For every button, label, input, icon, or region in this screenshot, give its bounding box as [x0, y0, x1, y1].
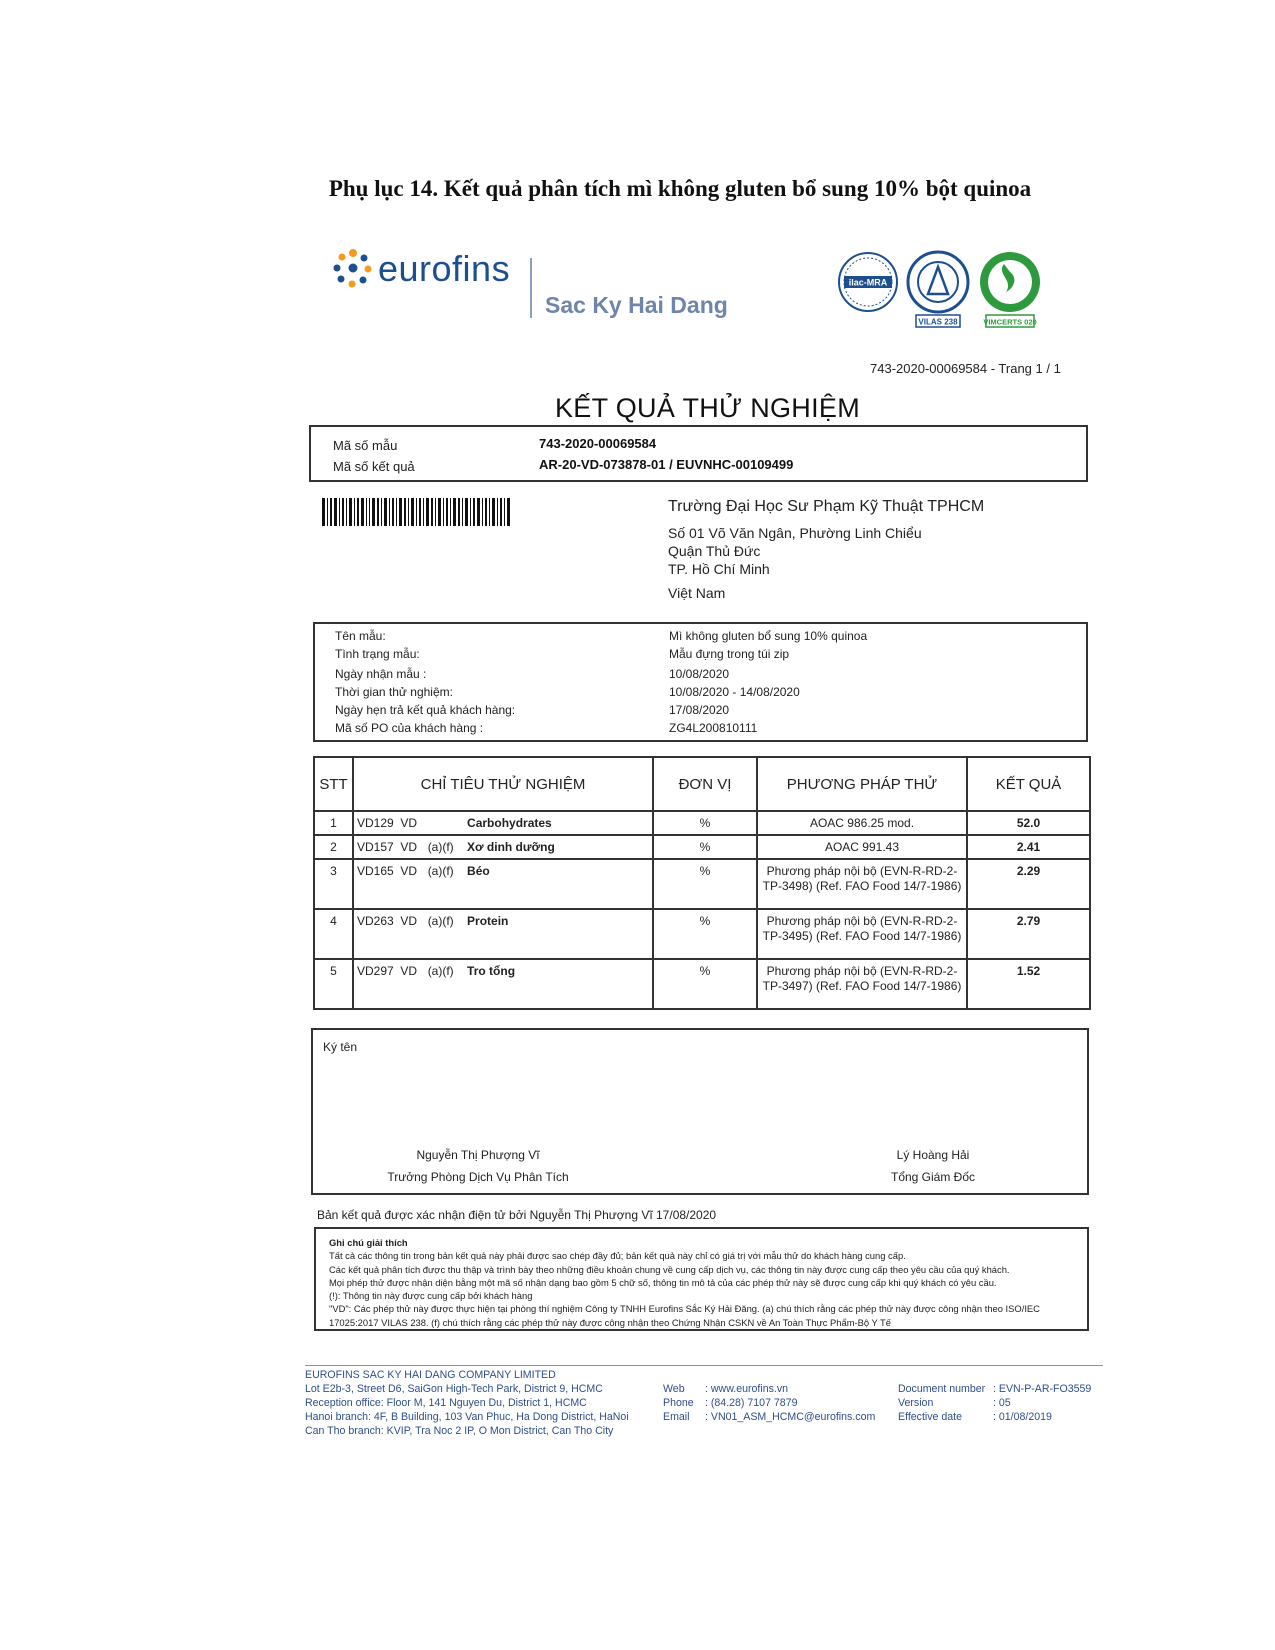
table-header-row: [314, 757, 1090, 811]
row-method: AOAC 986.25 mod.: [757, 811, 967, 835]
footer-address: Can Tho branch: KVIP, Tra Noc 2 IP, O Mon District, Can Tho City: [305, 1425, 614, 1437]
test-name: Tro tổng: [467, 964, 516, 978]
signature-box: [311, 1028, 1089, 1195]
accreditation-flags: (a)(f): [427, 840, 454, 854]
svg-text:ilac-MRA: ilac-MRA: [848, 277, 888, 288]
boa-seal-icon: [908, 252, 968, 327]
row-stt: 4: [314, 909, 353, 959]
vimcerts-seal-icon: [980, 252, 1040, 327]
footer-doc-meta: [898, 1382, 1091, 1424]
meta-value: : EVN-P-AR-FO3559: [993, 1383, 1092, 1395]
meta-value: : 05: [993, 1397, 1011, 1409]
row-unit: %: [653, 959, 757, 1009]
electronic-confirmation: Bản kết quả được xác nhận điện tử bởi Nguyễn Thị Phượng Vĩ 17/08/2020: [317, 1208, 717, 1222]
website-link[interactable]: : www.eurofins.vn: [705, 1383, 789, 1395]
note-line: Các kết quả phân tích được thu thập và trình bày theo những điều khoản chung về cung cấp dịch vụ, các thông tin này được cung cấp theo yêu cầu của quý khách.: [329, 1263, 1010, 1275]
sample-info-box: [313, 622, 1088, 742]
info-label: Ngày nhận mẫu :: [335, 667, 427, 681]
signer-right-role: Tổng Giám Đốc: [890, 1170, 976, 1184]
footer-address: Hanoi branch: 4F, B Building, 103 Van Phuc, Ha Dong District, HaNoi: [305, 1411, 629, 1423]
row-result: 1.52: [967, 959, 1090, 1009]
column-header: KẾT QUẢ: [967, 757, 1090, 811]
test-code: VD165: [357, 864, 394, 878]
signer-right-name: Lý Hoàng Hải: [896, 1148, 970, 1162]
eurofins-logo-icon: [333, 248, 373, 288]
column-header: PHƯƠNG PHÁP THỬ: [757, 757, 967, 811]
seal-label-vilas: VILAS 238: [918, 317, 958, 327]
header-divider: [530, 258, 532, 318]
meta-value: : 01/08/2019: [993, 1411, 1052, 1423]
test-code: VD263: [357, 914, 394, 928]
signer-left-name: Nguyễn Thị Phượng Vĩ: [416, 1148, 540, 1162]
row-unit: %: [653, 835, 757, 859]
note-line: Tất cả các thông tin trong bản kết quả này phải được sao chép đầy đủ; bản kết quả này chỉ có giá trị với mẫu thử do khách hàng cung cấp.: [329, 1250, 906, 1262]
sample-id-value: 743-2020-00069584: [539, 436, 657, 451]
client-address-line: Quận Thủ Đức: [668, 543, 761, 559]
info-label: Ngày hẹn trả kết quả khách hàng:: [335, 703, 516, 717]
client-address-line: Số 01 Võ Văn Ngân, Phường Linh Chiểu: [668, 525, 922, 541]
row-method: Phương pháp nội bộ (EVN-R-RD-2-TP-3495) (Ref. FAO Food 14/7-1986): [757, 909, 967, 959]
brand-name: eurofins: [378, 248, 511, 289]
row-method: Phương pháp nội bộ (EVN-R-RD-2-TP-3498) (Ref. FAO Food 14/7-1986): [757, 859, 967, 909]
row-result: 2.29: [967, 859, 1090, 909]
test-name: Protein: [467, 914, 509, 928]
client-address-line: TP. Hồ Chí Minh: [668, 561, 770, 577]
ilac-mra-seal-icon: [839, 253, 897, 311]
results-table: [313, 756, 1091, 1010]
info-value: 10/08/2020 - 14/08/2020: [669, 685, 800, 699]
row-unit: %: [653, 811, 757, 835]
client-country: Việt Nam: [668, 585, 726, 601]
sample-id-box: [309, 425, 1088, 482]
row-test: [353, 835, 653, 859]
info-value: ZG4L200810111: [669, 721, 758, 735]
lab-code: VD: [400, 840, 418, 854]
lab-code: VD: [400, 914, 418, 928]
report-reference: 743-2020-00069584 - Trang 1 / 1: [870, 361, 1061, 376]
footer-company-name: EUROFINS SAC KY HAI DANG COMPANY LIMITED: [305, 1369, 556, 1381]
note-line: "VD": Các phép thử này được thực hiện tại phòng thí nghiệm Công ty TNHH Eurofins Sắc Ký Hải Đăng. (a) chú thích rằng các phép thử này được công nhận theo ISO/IEC 17025:2017 VILAS 238. (f) chú thích rằng các phép thử này được công nhận theo Chứng Nhận CSKN về An Toàn Thực Phẩm-Bộ Y Tế: [329, 1303, 1040, 1328]
table-row: [314, 909, 1090, 959]
phone-value: : (84.28) 7107 7879: [705, 1397, 798, 1409]
row-result: 2.41: [967, 835, 1090, 859]
column-header: STT: [314, 757, 353, 811]
test-name: Xơ dinh dưỡng: [467, 840, 555, 854]
result-id-label: Mã số kết quả: [333, 459, 415, 474]
test-code: VD297: [357, 964, 394, 978]
note-line: Mọi phép thử được nhận diện bằng một mã số nhận dạng bao gồm 5 chữ số, thông tin mô tả của các phép thử này sẽ được cung cấp khi quý khách có yêu cầu.: [329, 1276, 997, 1288]
info-label: Tình trạng mẫu:: [335, 647, 420, 661]
barcode-icon: [322, 498, 512, 526]
row-test: [353, 909, 653, 959]
contact-key: Phone: [663, 1397, 694, 1409]
test-code: VD157: [357, 840, 394, 854]
column-header: ĐƠN VỊ: [653, 757, 757, 811]
row-result: 52.0: [967, 811, 1090, 835]
contact-key: Email: [663, 1411, 690, 1423]
test-code: VD129: [357, 816, 394, 830]
lab-code: VD: [400, 964, 418, 978]
info-value: 10/08/2020: [669, 667, 730, 681]
info-label: Thời gian thử nghiệm:: [335, 685, 453, 699]
row-stt: 2: [314, 835, 353, 859]
accreditation-seals: [838, 250, 1048, 334]
email-link[interactable]: : VN01_ASM_HCMC@eurofins.com: [705, 1411, 876, 1423]
accreditation-flags: (a)(f): [427, 914, 454, 928]
notes-title: Ghi chú giải thích: [329, 1237, 408, 1248]
accreditation-flags: (a)(f): [427, 964, 454, 978]
test-name: Béo: [467, 864, 490, 878]
table-row: [314, 959, 1090, 1009]
footer-address: Reception office: Floor M, 141 Nguyen Du, District 1, HCMC: [305, 1397, 587, 1409]
signer-left-role: Trưởng Phòng Dịch Vụ Phân Tích: [387, 1170, 569, 1184]
lab-code: VD: [400, 816, 418, 830]
row-test: [353, 811, 653, 835]
row-stt: 5: [314, 959, 353, 1009]
table-row: [314, 811, 1090, 835]
column-header: CHỈ TIÊU THỬ NGHIỆM: [353, 757, 653, 811]
row-result: 2.79: [967, 909, 1090, 959]
info-value: Mẫu đựng trong túi zip: [669, 647, 790, 661]
footer-contacts: [663, 1382, 875, 1424]
page-title: KẾT QUẢ THỬ NGHIỆM: [555, 393, 860, 423]
meta-key: Document number: [898, 1383, 986, 1395]
row-method: Phương pháp nội bộ (EVN-R-RD-2-TP-3497) (Ref. FAO Food 14/7-1986): [757, 959, 967, 1009]
table-row: [314, 859, 1090, 909]
test-name: Carbohydrates: [467, 816, 552, 830]
info-value: Mì không gluten bổ sung 10% quinoa: [669, 629, 868, 643]
row-stt: 1: [314, 811, 353, 835]
result-id-value: AR-20-VD-073878-01 / EUVNHC-00109499: [539, 457, 794, 472]
footer-company: [305, 1368, 629, 1438]
info-value: 17/08/2020: [669, 703, 730, 717]
meta-key: Version: [898, 1397, 934, 1409]
row-test: [353, 959, 653, 1009]
row-unit: %: [653, 859, 757, 909]
table-row: [314, 835, 1090, 859]
info-label: Mã số PO của khách hàng :: [335, 721, 484, 735]
lab-code: VD: [400, 864, 418, 878]
accreditation-flags: (a)(f): [427, 864, 454, 878]
client-name: Trường Đại Học Sư Phạm Kỹ Thuật TPHCM: [668, 498, 985, 515]
seal-label-vimcerts: VIMCERTS 020: [983, 317, 1037, 327]
info-label: Tên mẫu:: [335, 629, 386, 643]
sub-brand: Sac Ky Hai Dang: [545, 292, 728, 318]
meta-key: Effective date: [898, 1411, 962, 1423]
row-stt: 3: [314, 859, 353, 909]
row-test: [353, 859, 653, 909]
note-line: (!): Thông tin này được cung cấp bởi khách hàng: [329, 1290, 533, 1302]
appendix-caption: Phụ lục 14. Kết quả phân tích mì không gluten bổ sung 10% bột quinoa: [328, 176, 1032, 201]
contact-key: Web: [663, 1383, 685, 1395]
row-method: AOAC 991.43: [757, 835, 967, 859]
footer-address: Lot E2b-3, Street D6, SaiGon High-Tech Park, District 9, HCMC: [305, 1383, 603, 1395]
row-unit: %: [653, 909, 757, 959]
notes-box: [314, 1227, 1089, 1331]
sample-id-label: Mã số mẫu: [333, 438, 398, 453]
signature-label: Ký tên: [323, 1040, 358, 1054]
footer-divider: [305, 1365, 1103, 1366]
